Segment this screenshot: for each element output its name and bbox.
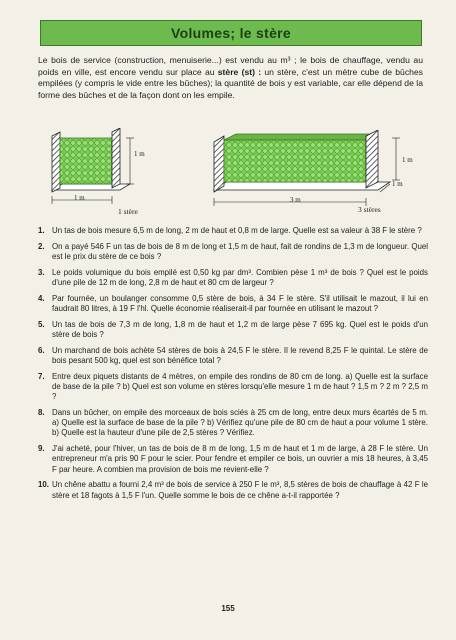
- problem-number: 1.: [38, 226, 45, 235]
- intro-stere-term: stère (st) :: [217, 66, 262, 77]
- problem-text: Un tas de bois de 7,3 m de long, 1,8 m de haut et 1,2 m de large pèse 7 695 kg. Quel est le poids d'un stère de bois ?: [52, 319, 428, 339]
- problem-text: Un marchand de bois achète 54 stères de bois à 24,5 F le stère. Il le revend 8,25 F le quintal. Le stère de bois pesant 500 kg, quel est son bénéfice total ?: [52, 345, 428, 365]
- problem-text: Le poids volumique du bois empilé est 0,50 kg par dm³. Combien pèse 1 m³ de bois ? Quel est le poids d'une pile de 12 m de long, 2,8 m de haut et 80 cm de largeur ?: [52, 267, 428, 287]
- problem-number: 8.: [38, 407, 45, 417]
- left-width-label: 1 m: [74, 194, 85, 202]
- problem-number: 5.: [38, 319, 45, 329]
- right-width-label: 3 m: [290, 196, 301, 204]
- problem-item: [38, 346, 428, 367]
- page-title: Volumes; le stère: [171, 25, 291, 41]
- problem-number: 9.: [38, 444, 45, 454]
- problem-item: [38, 408, 428, 439]
- problem-number: 3.: [38, 267, 45, 277]
- problem-text: Un chêne abattu a fourni 2,4 m³ de bois de service à 250 F le m³, 8,5 stères de bois de chauffage à 42 F le stère et 18 fagots à 1,5 F l'un. Quelle somme le bois de ce chêne a-t-il rapportée ?: [52, 480, 428, 500]
- figure-one-stere: [46, 128, 176, 220]
- problem-number: 2.: [38, 241, 45, 251]
- problem-text: Dans un bûcher, on empile des morceaux de bois sciés à 25 cm de long, entre deux murs écartés de 5 m. a) Quelle est la surface de base de la pile ? b) Vérifiez qu'une pile de 80 cm de haut a pour volume 1 stère. b) Quelle est la hauteur d'une pile de 2,5 stères ? Vérifiez.: [52, 407, 428, 438]
- problem-list: [38, 226, 428, 506]
- problem-number: 4.: [38, 293, 45, 303]
- right-figure-caption: 3 stères: [358, 205, 381, 214]
- left-height-label: 1 m: [134, 150, 145, 158]
- intro-text-1: Le bois de service (construction, menuiserie...) est vendu au m³ ; le bois de chauffage, vendu au poids en ville, est encore vendu sur place au: [38, 55, 423, 77]
- problem-number: 7.: [38, 371, 45, 381]
- problem-text: J'ai acheté, pour l'hiver, un tas de bois de 8 m de long, 1,5 m de haut et 1 m de large, à 28 F le stère. Un entrepreneur m'a pris 90 F pour le scier. Pour fendre et empiler ce bois, un ouvrier a mis 18 heures, à 3,45 F par heure. A combien ma provision de bois me revient-elle ?: [52, 444, 428, 474]
- problem-number: 6.: [38, 345, 45, 355]
- intro-paragraph: [38, 55, 423, 101]
- problem-item: [38, 320, 428, 341]
- left-figure-caption: 1 stère: [118, 207, 138, 216]
- right-height-label: 1 m: [402, 156, 413, 164]
- problem-item: [38, 294, 428, 315]
- right-depth-label: 1 m: [392, 180, 403, 188]
- intro-text-2: un stère, c'est un mètre cube de bûches empilées (y compris le vide entre les bûches); la quantité de bois y est variable, car elle dépend de la forme des bûches et de la façon dont on les empile.: [38, 66, 423, 100]
- problem-item: [38, 444, 428, 475]
- title-banner: [40, 20, 422, 46]
- problem-text: Par fournée, un boulanger consomme 0,5 stère de bois, à 34 F le stère. S'il utilisait le mazout, il lui en faudrait 80 litres, à 19 F l'hl. Quelle économie réaliserait-il par fournée en utilisant le mazout ?: [52, 293, 428, 313]
- problem-text: Entre deux piquets distants de 4 mètres, on empile des rondins de 80 cm de long. a) Quelle est la surface de base de la pile ? b) Quel est son volume en stères lorsqu'elle mesure 1 m de haut ? 1,5 m ? 2 m ? 2,5 m ?: [52, 371, 428, 402]
- problem-item: [38, 268, 428, 289]
- problem-item: [38, 480, 428, 501]
- page-number: 155: [221, 604, 235, 613]
- problem-text: Un tas de bois mesure 6,5 m de long, 2 m de haut et 0,8 m de large. Quelle est sa valeur à 38 F le stère ?: [52, 226, 422, 235]
- figure-three-steres: [208, 130, 420, 222]
- problem-item: [38, 372, 428, 403]
- problem-text: On a payé 546 F un tas de bois de 8 m de long et 1,5 m de haut, fait de rondins de 1,3 m de longueur. Quel est le prix du stère de ce bois ?: [52, 241, 428, 261]
- problem-number: 10.: [38, 480, 49, 490]
- problem-item: [38, 226, 428, 236]
- problem-item: [38, 242, 428, 263]
